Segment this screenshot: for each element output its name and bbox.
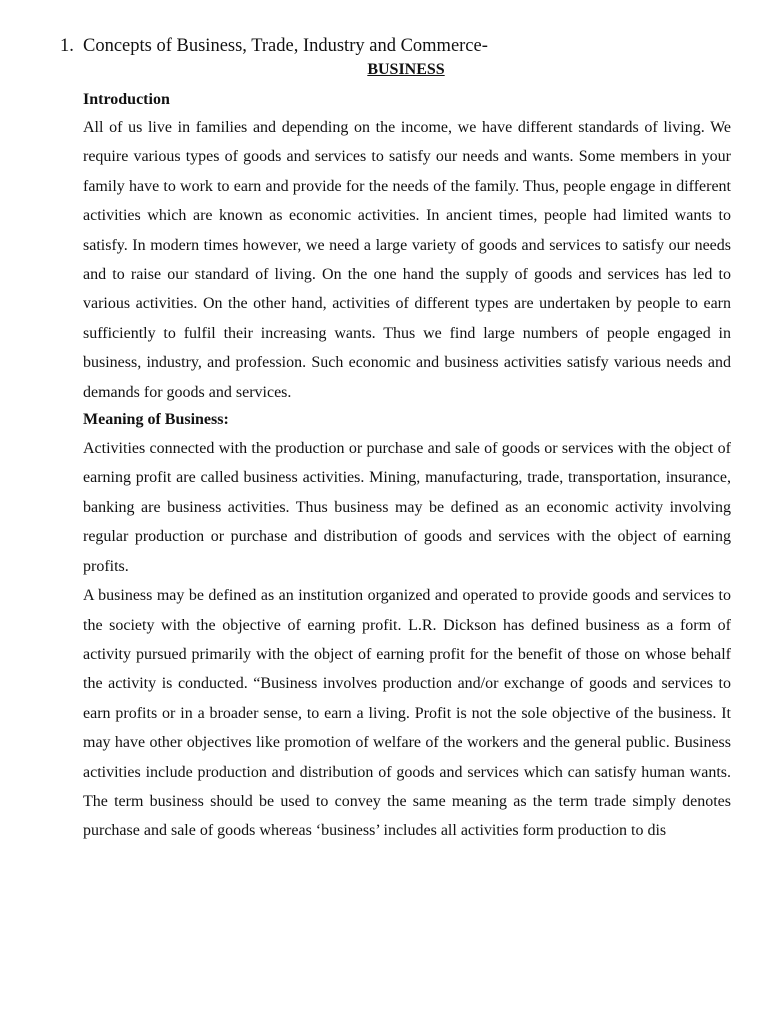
chapter-heading-text: Concepts of Business, Trade, Industry and Commerce- (83, 36, 488, 56)
introduction-paragraph: All of us live in families and depending on the income, we have different standards of living. We require various types of goods and services to satisfy our needs and wants. Some members in your family have to work to earn and provide for the needs of the family. Thus, people engage in different activities which are known as economic activities. In ancient times, people had limited wants to satisfy. In modern times however, we need a large variety of goods and services to satisfy our needs and to raise our standard of living. On the one hand the supply of goods and services has led to various activities. On the other hand, activities of different types are undertaken by people to earn sufficiently to fulfil their increasing wants. Thus we find large numbers of people engaged in business, industry, and profession. Such economic and business activities satisfy various needs and demands for goods and services. (83, 119, 731, 401)
chapter-heading (60, 34, 488, 58)
introduction-heading: Introduction (83, 91, 170, 108)
document-title: BUSINESS (367, 61, 445, 78)
meaning-paragraph-2: A business may be defined as an institution organized and operated to provide goods and services to the society with the objective of earning profit. L.R. Dickson has defined business as a form of activity pursued primarily with the object of earning profit for the benefit of those on whose behalf the activity is conducted. “Business involves production and/or exchange of goods and services to earn profits or in a broader sense, to earn a living. Profit is not the sole objective of the business. It may have other objectives like promotion of welfare of the workers and the general public. Business activities include production and distribution of goods and services which can satisfy human wants. The term business should be used to convey the same meaning as the term trade simply denotes purchase and sale of goods whereas ‘business’ includes all activities form production to dis (83, 587, 731, 840)
document-body (83, 88, 731, 846)
chapter-number: 1. (60, 36, 74, 56)
meaning-paragraph-1: Activities connected with the production or purchase and sale of goods or services with the object of earning profit are called business activities. Mining, manufacturing, trade, transportation, insurance, banking are business activities. Thus business may be defined as an economic activity involving regular production or purchase and distribution of goods and services with the object of earning profits. (83, 440, 731, 575)
meaning-heading: Meaning of Business: (83, 411, 229, 429)
